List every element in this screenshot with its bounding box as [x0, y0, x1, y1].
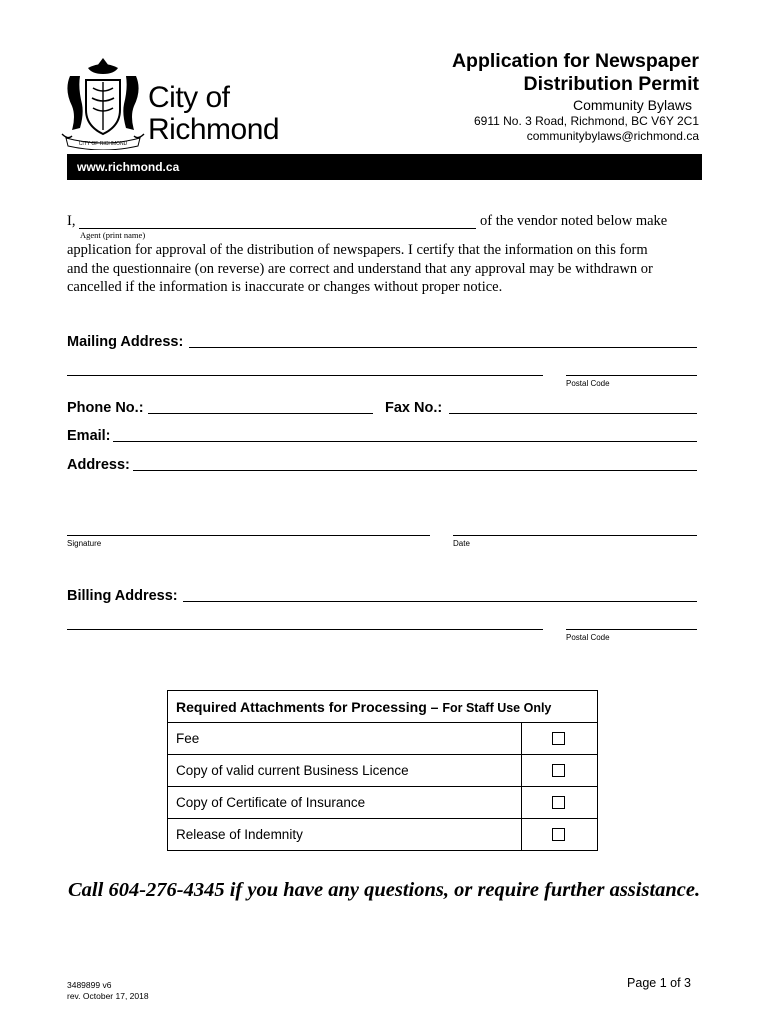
declaration-line1: application for approval of the distribution of newspapers. I certify that the information on this form — [67, 242, 648, 258]
billing-address-field[interactable] — [183, 601, 697, 602]
date-caption: Date — [453, 539, 470, 548]
staff-use-note: For Staff Use Only — [442, 701, 552, 715]
website-banner — [67, 154, 702, 180]
document-revision: rev. October 17, 2018 — [67, 991, 149, 1001]
attachments-table-header — [168, 691, 597, 723]
billing-address-label: Billing Address: — [67, 588, 178, 604]
fee-checkbox[interactable] — [552, 732, 565, 745]
attachment-row-indemnity — [168, 819, 597, 850]
email-label: Email: — [67, 428, 111, 444]
signature-field[interactable] — [67, 535, 430, 536]
phone-label: Phone No.: — [67, 400, 144, 416]
insurance-checkbox[interactable] — [552, 796, 565, 809]
page-number: Page 1 of 3 — [627, 976, 691, 990]
attachment-row-insurance — [168, 787, 597, 819]
signature-caption: Signature — [67, 539, 102, 548]
agent-name-caption: Agent (print name) — [80, 230, 146, 240]
attachments-table — [167, 690, 598, 851]
attachment-label: Fee — [176, 731, 200, 746]
column-divider — [521, 819, 522, 850]
crest-motto: CITY OF RICHMOND — [78, 141, 128, 147]
attachment-label: Copy of Certificate of Insurance — [176, 795, 366, 810]
fax-label: Fax No.: — [385, 400, 443, 416]
declaration-body — [67, 241, 653, 297]
billing-postal-code-caption: Postal Code — [566, 633, 610, 642]
org-name-line1: City of — [148, 81, 230, 114]
department-name: Community Bylaws — [572, 97, 692, 113]
column-divider — [521, 723, 522, 754]
billing-postal-code-field[interactable] — [566, 629, 697, 630]
attachment-row-fee — [168, 723, 597, 755]
org-name-line2: Richmond — [148, 113, 280, 146]
attachments-title-text: Required Attachments for Processing — [176, 699, 427, 715]
attachments-title-dash: – — [430, 699, 439, 715]
business-licence-checkbox[interactable] — [552, 764, 565, 777]
date-field[interactable] — [453, 535, 697, 536]
department-address: 6911 No. 3 Road, Richmond, BC V6Y 2C1 — [473, 114, 699, 128]
agent-name-field[interactable] — [79, 228, 476, 229]
declaration-line3: cancelled if the information is inaccurate or changes without proper notice. — [67, 279, 503, 295]
address-label: Address: — [67, 457, 130, 473]
column-divider — [521, 787, 522, 818]
email-field[interactable] — [113, 441, 697, 442]
mailing-address-line2-field[interactable] — [67, 375, 543, 376]
form-title-line2: Distribution Permit — [523, 73, 699, 95]
attachment-row-business-licence — [168, 755, 597, 787]
fax-field[interactable] — [449, 413, 697, 414]
declaration-suffix: of the vendor noted below make — [480, 213, 668, 229]
column-divider — [521, 755, 522, 786]
address-field[interactable] — [133, 470, 697, 471]
document-number: 3489899 v6 — [67, 980, 112, 990]
attachment-label: Release of Indemnity — [176, 827, 303, 842]
document-info — [67, 980, 149, 1002]
city-crest-logo — [58, 54, 148, 150]
form-title-line1: Application for Newspaper — [451, 50, 699, 72]
assistance-call-text: Call 604-276-4345 if you have any questions, or require further assistance. — [68, 879, 701, 901]
department-email: communitybylaws@richmond.ca — [526, 129, 699, 143]
mailing-postal-code-caption: Postal Code — [566, 379, 610, 388]
declaration-line2: and the questionnaire (on reverse) are correct and understand that any approval may be withdrawn or — [67, 260, 653, 277]
mailing-address-label: Mailing Address: — [67, 334, 184, 350]
attachment-label: Copy of valid current Business Licence — [176, 763, 409, 778]
indemnity-checkbox[interactable] — [552, 828, 565, 841]
org-name — [148, 82, 279, 146]
declaration-prefix: I, — [67, 213, 76, 229]
mailing-address-field[interactable] — [189, 347, 697, 348]
phone-field[interactable] — [148, 413, 373, 414]
website-link[interactable]: www.richmond.ca — [77, 160, 180, 174]
mailing-postal-code-field[interactable] — [566, 375, 697, 376]
attachments-title — [176, 699, 551, 715]
billing-address-line2-field[interactable] — [67, 629, 543, 630]
